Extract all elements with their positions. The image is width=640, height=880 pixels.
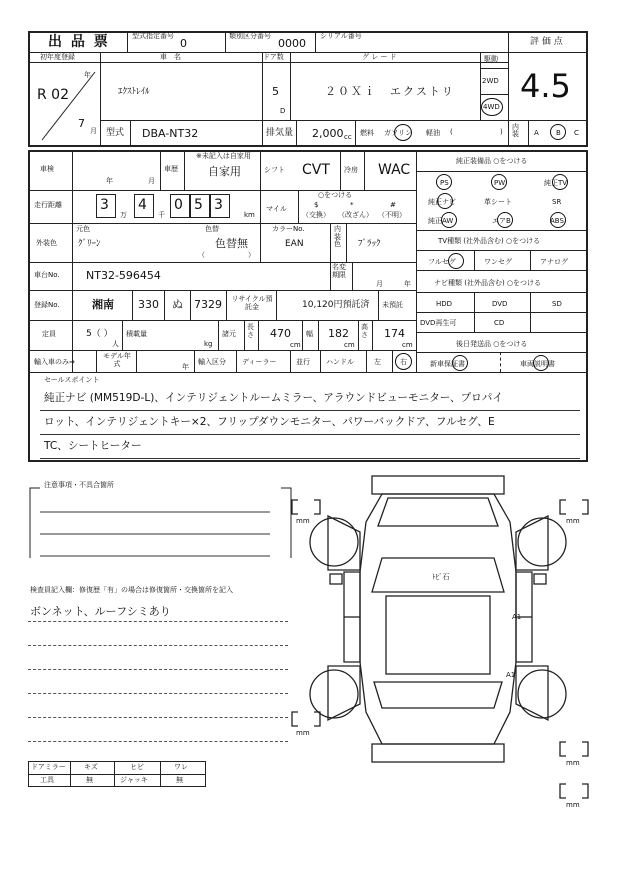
shift-value: CVT xyxy=(302,162,330,178)
height-unit: cm xyxy=(402,341,413,349)
reg-label: 登録No. xyxy=(34,301,60,309)
score-value: 4.5 xyxy=(520,67,571,105)
handle-left: 左 xyxy=(374,358,381,366)
drive-4wd-circle xyxy=(481,98,503,116)
navi-hdd: HDD xyxy=(436,300,453,308)
interior-c: C xyxy=(574,129,579,137)
mileage-digit-5: 3 xyxy=(214,197,223,213)
orig-color-label: 元色 xyxy=(76,225,90,233)
paren-left: （ xyxy=(198,251,205,259)
equip-abs-circle xyxy=(550,212,566,228)
tv-oneseg: ワンセグ xyxy=(484,258,512,266)
height-value: 174 xyxy=(384,327,405,340)
legend-header-mirror: ドアミラー xyxy=(31,763,66,771)
equip-airbag: エアB xyxy=(492,217,511,225)
sales-line-1: 純正ナビ (MM519D-L)、インテリジェントルームミラー、アラウンドビューモニター、プロパイ xyxy=(44,392,503,404)
serial-label: シリアル番号 xyxy=(320,32,362,40)
length-value: 470 xyxy=(270,327,291,340)
color-no: EAN xyxy=(285,239,304,249)
interior-b: B xyxy=(556,129,561,137)
equip-ps: PS xyxy=(440,179,449,187)
exchange-symbol: $ xyxy=(314,201,319,209)
first-reg-label: 初年度登録 xyxy=(40,53,75,61)
circle-note: ○をつける xyxy=(318,191,353,199)
cc-unit: cc xyxy=(344,133,352,141)
ruibetsu-label: 類別区分番号 xyxy=(229,32,271,40)
equip-genuine-aw: 純正AW xyxy=(428,217,454,225)
dims-label: 諸元 xyxy=(222,330,236,338)
legend-tool: 工具 xyxy=(40,776,54,784)
cd-label: CD xyxy=(494,319,505,327)
model-value: DBA-NT32 xyxy=(142,127,199,140)
exchange-label: （交換） xyxy=(302,211,330,219)
score-label: 評 価 点 xyxy=(530,37,563,47)
recycle-unpaid: 未預託 xyxy=(382,301,403,309)
windshield-mark: ﾄﾋﾞ石 xyxy=(432,573,450,581)
mm-label-5: mm xyxy=(566,801,580,809)
shaken-label: 車検 xyxy=(40,165,54,173)
equip-navi-circle xyxy=(437,193,453,209)
caution-bracket xyxy=(28,486,293,561)
history-note: ※未記入は自家用 xyxy=(196,152,251,160)
doors-label: ドア数 xyxy=(263,53,284,61)
drive-4wd: 4WD xyxy=(483,103,500,111)
unknown-label: （不明） xyxy=(378,211,406,219)
legend-tool-value: 無 xyxy=(86,776,93,784)
displacement-label: 排気量 xyxy=(266,128,294,138)
tv-fullseg: フルセグ xyxy=(428,258,456,266)
shaken-month-unit: 月 xyxy=(148,177,155,185)
tv-fullseg-circle xyxy=(448,253,464,269)
equip-abs: ABS xyxy=(550,217,564,225)
katashiki-value: 0 xyxy=(180,37,187,50)
reg-num: 7329 xyxy=(194,298,222,311)
mileage-digit-4: 5 xyxy=(194,197,203,213)
grade-value: ２０Ｘｉ エクストリ xyxy=(325,85,455,98)
mileage-digit-2: 4 xyxy=(138,197,147,213)
mile-label: マイル xyxy=(266,205,287,213)
import-label: 輸入車のみ⇒ xyxy=(34,358,75,366)
sales-label: セールスポイント xyxy=(44,376,100,384)
shaken-year-unit: 年 xyxy=(106,177,113,185)
model-label: 型式 xyxy=(106,128,125,138)
navi-sd: SD xyxy=(552,300,562,308)
fuel-light: 軽油 xyxy=(426,129,440,137)
equip-aw-circle xyxy=(441,212,457,228)
navi-dvd: DVD xyxy=(492,300,508,308)
first-reg-year-unit: 年 xyxy=(84,71,91,79)
capacity-value: 5（ ） xyxy=(86,329,113,339)
reg-area: 湘南 xyxy=(92,298,114,311)
grade-label: グ レ ー ド xyxy=(362,53,397,61)
ruibetsu-value: 0000 xyxy=(278,37,306,50)
history-label: 車歴 xyxy=(164,165,178,173)
unknown-symbol: # xyxy=(390,201,396,209)
color-no-label: カラーNo. xyxy=(272,225,305,233)
ac-label: 冷房 xyxy=(344,166,358,174)
equip-genuine-navi: 純正ナビ xyxy=(428,198,456,206)
sales-line-2: ロット、インテリジェントキー×2、フリップダウンモニター、パワーバックドア、フルセグ、E xyxy=(44,416,495,428)
dvd-playable: DVD再生可 xyxy=(420,319,457,327)
mm-label-4: mm xyxy=(566,759,580,767)
exterior-label: 外装色 xyxy=(36,239,57,247)
mileage-digit-3: 0 xyxy=(174,197,183,213)
later-warranty-circle xyxy=(452,355,468,371)
equip-ps-circle xyxy=(436,174,452,190)
equip-tv-circle xyxy=(552,174,568,190)
car-name: ｴｸｽﾄﾚｲﾙ xyxy=(118,87,150,97)
equip-airbag-circle xyxy=(497,212,513,228)
mileage-label: 走行距離 xyxy=(34,201,62,209)
mileage-digit-1: 3 xyxy=(100,197,109,213)
chassis-value: NT32-596454 xyxy=(86,269,161,282)
reg-class: 330 xyxy=(138,298,159,311)
drive-2wd: 2WD xyxy=(482,77,499,85)
name-change-label: 名変期限 xyxy=(332,263,346,279)
later-manual-circle xyxy=(533,355,549,371)
width-unit: cm xyxy=(344,341,355,349)
km-unit: km xyxy=(244,211,255,219)
name-change-month: 月 xyxy=(376,280,383,288)
height-label: 高さ xyxy=(361,323,368,339)
interior-color-label: 内装色 xyxy=(334,225,341,249)
drive-label: 駆動 xyxy=(484,55,498,63)
import-type-label: 輸入区分 xyxy=(198,358,226,366)
parallel-option: 並行 xyxy=(296,358,310,366)
car-name-label: 車 名 xyxy=(160,53,181,61)
model-year-label: モデル年式 xyxy=(103,352,131,369)
paren-right: ） xyxy=(248,251,255,259)
person-unit: 人 xyxy=(112,340,119,348)
dealer-option: ディーラー xyxy=(242,358,277,366)
inspector-note: ボンネット、ルーフシミあり xyxy=(30,605,171,618)
orig-color: ｸﾞﾘｰﾝ xyxy=(78,239,101,249)
equip-leather: 革シート xyxy=(484,198,512,206)
fuel-label: 燃料 xyxy=(360,129,374,137)
recycle-label: リサイクル預託金 xyxy=(231,295,273,312)
chassis-label: 車台No. xyxy=(34,271,60,279)
katashiki-label: 型式指定番号 xyxy=(132,32,174,40)
repaint-value: 色替無 xyxy=(215,237,248,250)
load-label: 積載量 xyxy=(126,330,147,338)
width-label: 幅 xyxy=(306,330,313,338)
model-year-unit: 年 xyxy=(182,363,189,371)
handle-label: ハンドル xyxy=(326,358,354,366)
kg-unit: kg xyxy=(204,340,213,348)
doors-value: 5 xyxy=(272,85,279,98)
later-title: 後日発送品 ○をつける xyxy=(456,340,528,348)
length-unit: cm xyxy=(290,341,301,349)
color-change-label: 色替 xyxy=(205,225,219,233)
interior-color: ﾌﾞﾗｯｸ xyxy=(358,239,381,249)
shift-label: シフト xyxy=(264,166,285,174)
interior-label: 内装 xyxy=(512,123,519,138)
displacement-value: 2,000 xyxy=(312,127,344,140)
length-label: 長さ xyxy=(247,323,254,339)
first-reg-year: R 02 xyxy=(37,87,69,103)
mm-label-2: mm xyxy=(566,517,580,525)
ac-value: WAC xyxy=(378,162,411,178)
interior-a: A xyxy=(534,129,539,137)
damage-mark-1: A1 xyxy=(512,613,522,621)
later-manual: 車両説明書 xyxy=(520,360,555,368)
legend-jack: ジャッキ xyxy=(120,776,148,784)
form-title: 出 品 票 xyxy=(48,34,110,50)
equip-sr: SR xyxy=(552,198,562,206)
damage-mark-2: A1 xyxy=(506,671,516,679)
later-warranty: 新車保証書 xyxy=(430,360,465,368)
legend-header-break: ワレ xyxy=(174,763,188,771)
mm-label-3: mm xyxy=(296,729,310,737)
car-damage-diagram xyxy=(290,462,610,822)
legend-jack-value: 無 xyxy=(176,776,183,784)
equip-pw: PW xyxy=(494,179,506,187)
man-unit: 万 xyxy=(120,211,127,219)
tamper-symbol: * xyxy=(350,201,354,209)
mm-label-1: mm xyxy=(296,517,310,525)
reg-kana: ぬ xyxy=(172,298,183,311)
inspector-label: 検査員記入欄：修復歴「有」の場合は修復箇所・交換箇所を記入 xyxy=(30,586,233,594)
door-type: D xyxy=(280,107,286,115)
handle-right-circle xyxy=(395,353,412,370)
navi-title: ナビ種類 (社外品含む) ○をつける xyxy=(434,279,542,287)
first-reg-month: 7 xyxy=(78,117,85,130)
name-change-day: 年 xyxy=(404,280,411,288)
first-reg-month-unit: 月 xyxy=(90,127,97,135)
legend-header-scratch: キズ xyxy=(84,763,98,771)
caution-label: 注意事項・不具合箇所 xyxy=(44,481,114,489)
equip-genuine-tv: 純正TV xyxy=(544,179,568,187)
genuine-title: 純正装備品 ○をつける xyxy=(456,157,528,165)
legend-header-crack: ヒビ xyxy=(130,763,144,771)
handle-right: 右 xyxy=(400,358,407,366)
fuel-gas: ガソリン xyxy=(384,129,412,137)
sen-unit: 千 xyxy=(158,211,165,219)
history-value: 自家用 xyxy=(208,165,241,178)
equip-pw-circle xyxy=(491,174,507,190)
recycle-value: 10,120円預託済 xyxy=(302,300,370,310)
tamper-label: （改ざん） xyxy=(338,211,373,219)
capacity-label: 定員 xyxy=(42,330,56,338)
tv-title: TV種類 (社外品含む) ○をつける xyxy=(438,237,541,245)
interior-b-circle xyxy=(550,124,566,140)
sales-line-3: TC、シートヒーター xyxy=(44,440,142,452)
tv-analog: アナログ xyxy=(540,258,568,266)
fuel-gas-circle xyxy=(394,124,412,141)
width-value: 182 xyxy=(328,327,349,340)
